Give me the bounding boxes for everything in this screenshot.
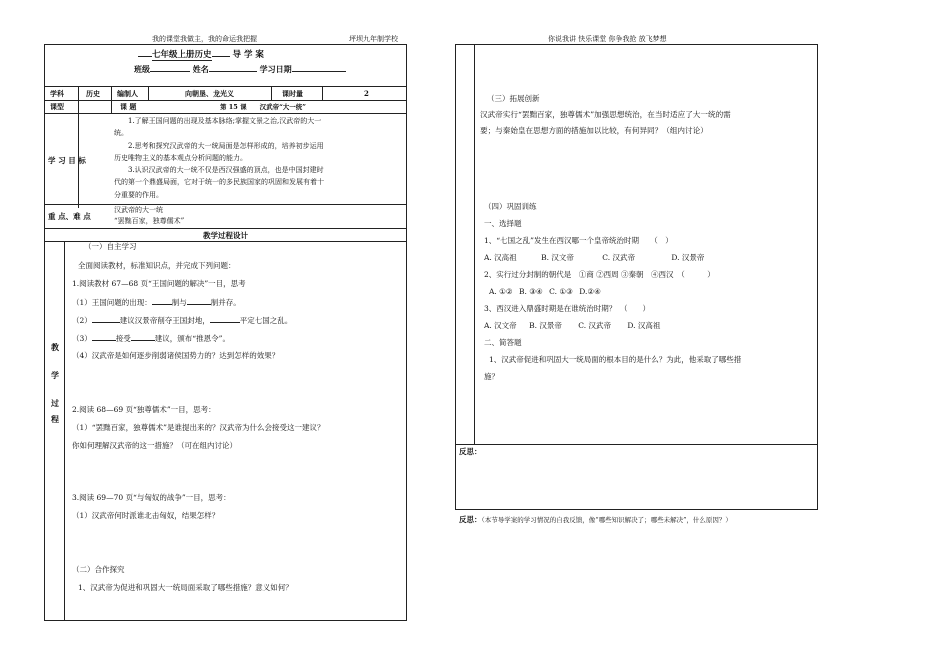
date-label: 学习日期 <box>259 64 292 74</box>
topic-value: 第 15 课 汉武帝“大一统” <box>220 103 307 111</box>
student-info-line <box>134 62 346 75</box>
subject-label: 学科 <box>50 89 64 98</box>
keypoints-label: 重 点、难 点 <box>48 212 91 221</box>
divider <box>148 86 149 100</box>
choice-q1-options <box>484 251 704 264</box>
divider <box>271 86 272 100</box>
doc-kind: 导 学 案 <box>232 50 264 60</box>
divider <box>322 86 323 100</box>
expand-title: （三）拓展创新 <box>487 94 540 103</box>
short-answer-q1: 1、汉武帝促进和巩固大一统局面的根本目的是什么？为此，他采取了哪些措 <box>489 355 742 364</box>
name-field[interactable] <box>209 62 257 72</box>
option[interactable]: C. 汉武帝 <box>578 321 611 330</box>
question-1-3: （3） 接受 建议，颁布“推恩令”。 <box>72 331 230 345</box>
editor-label: 编制人 <box>117 89 138 98</box>
intro-line: 全面阅读教材，标准知识点，并完成下列问题： <box>78 261 236 270</box>
keypoints-text <box>114 205 184 227</box>
question-2: 2.阅读 68—69 页“独尊儒术”一目，思考： <box>72 405 216 414</box>
divider <box>78 86 79 208</box>
choice-q2: 2、实行过分封制的朝代是 ①商 ②西周 ③秦朝 ④西汉 （ ） <box>484 270 715 279</box>
divider <box>44 113 407 114</box>
option[interactable]: A. 汉文帝 <box>484 321 517 330</box>
choice-q3: 3、西汉进入鼎盛时期是在谁统治时期？ （ ） <box>484 304 651 313</box>
choice-q3-options <box>484 319 660 332</box>
type-label: 课型 <box>50 102 64 111</box>
coop-question: 1、汉武帝为促进和巩固大一统局面采取了哪些措施？意义如何？ <box>78 583 293 592</box>
divider <box>44 100 407 101</box>
left-motto: 我的课堂我做主，我的命运我把握 <box>152 35 257 43</box>
question-3-1: （1）汉武帝何时派谁北击匈奴，结果怎样？ <box>72 511 220 520</box>
school-name: 坪坝九年制学校 <box>349 35 398 43</box>
divider <box>44 204 407 205</box>
objectives-label: 学 习 目 标 <box>48 156 86 165</box>
question-1-4: （4）汉武帝是如何逐步削弱诸侯国势力的？达到怎样的效果？ <box>72 351 280 360</box>
name-label: 姓名 <box>192 64 209 74</box>
choice-q2-options <box>489 285 601 298</box>
option[interactable]: D. 汉景帝 <box>671 253 705 262</box>
process-side-char: 学 <box>51 370 59 380</box>
hours-value: 2 <box>364 89 369 98</box>
question-2-1: （1）“罢黜百家，独尊儒术”是谁提出来的？汉武帝为什么会接受这一建议？ <box>72 423 325 432</box>
option[interactable]: C. 汉武帝 <box>602 253 635 262</box>
expand-line-1: 汉武帝实行“罢黜百家，独尊儒术”加强思想统治，在当时适应了大一统的需 <box>480 110 731 119</box>
class-field[interactable] <box>150 62 190 72</box>
option[interactable]: A. ①② <box>489 287 513 296</box>
objective-line: 3.认识汉武帝的大一统不仅是西汉强盛的顶点，也是中国封建时 <box>128 166 324 175</box>
question-2-2: 你如何理解汉武帝的这一措施？（可在组内讨论） <box>72 441 237 450</box>
blank-field[interactable] <box>152 295 172 305</box>
topic-label: 课 题 <box>120 102 137 111</box>
objective-line: 统。 <box>114 129 128 138</box>
date-field[interactable] <box>292 62 346 72</box>
title-line <box>138 47 264 60</box>
choice-q1: 1、“七国之乱”发生在西汉哪一个皇帝统治时期 （ ） <box>484 236 673 245</box>
right-motto: 你说我讲 快乐课堂 你争我抢 放飞梦想 <box>548 35 667 43</box>
blank-field[interactable] <box>210 313 240 323</box>
blank-field[interactable] <box>131 331 155 341</box>
blank-field[interactable] <box>187 295 211 305</box>
option[interactable]: B. 汉景帝 <box>529 321 562 330</box>
practice-title: （四）巩固训练 <box>484 202 537 211</box>
divider <box>455 444 818 445</box>
process-side-char: 过 <box>51 398 59 408</box>
blank-field[interactable] <box>92 313 120 323</box>
objective-line: 2.思考和探究汉武帝的大一统局面是怎样形成的，培养初步运用 <box>128 141 324 150</box>
keypoint-line: 汉武帝的大一统 <box>114 206 163 214</box>
divider <box>64 241 65 621</box>
divider <box>44 228 407 229</box>
option[interactable]: D. 汉高祖 <box>627 321 661 330</box>
process-side-char: 教 <box>51 342 59 352</box>
question-1-1: （1）王国问题的出现： 制与 制并存。 <box>72 295 241 309</box>
editor-value: 向朝垦、龙光义 <box>185 89 234 98</box>
reflection-label: 反思： <box>459 447 482 456</box>
option[interactable]: D.②④ <box>579 287 601 296</box>
reflection-footer <box>459 514 732 525</box>
class-label: 班级 <box>134 64 150 74</box>
divider <box>474 44 475 444</box>
option[interactable]: A. 汉高祖 <box>484 253 517 262</box>
question-1: 1.阅读教材 67—68 页“王国问题的解决”一目，思考 <box>72 279 246 288</box>
option[interactable]: B. ③④ <box>519 287 543 296</box>
process-side-char: 程 <box>51 414 59 424</box>
choice-title: 一、选择题 <box>484 219 522 228</box>
hours-label: 课时量 <box>282 89 303 98</box>
option[interactable]: B. 汉文帝 <box>541 253 574 262</box>
short-answer-q1-cont: 施？ <box>484 372 499 381</box>
objective-line: 代的第一个鼎盛局面，它对于统一的多民族国家的巩固和发展有着十 <box>114 178 324 187</box>
process-heading: 教学过程设计 <box>203 231 248 240</box>
reflection-label: 反思： <box>459 515 482 524</box>
objective-line: 1.了解王国问题的出现及基本脉络;掌握文景之治,汉武帝的大一 <box>128 117 322 125</box>
question-3: 3.阅读 69—70 页“与匈奴的战争”一目，思考： <box>72 493 231 502</box>
expand-line-2: 要；与秦始皇在思想方面的措施加以比较，有何异同？（组内讨论） <box>480 126 708 135</box>
self-study-title: （一）自主学习 <box>84 242 137 251</box>
objective-line: 分重要的作用。 <box>114 190 163 199</box>
course-title: 七年级上册历史 <box>152 50 212 60</box>
blank-field[interactable] <box>92 331 116 341</box>
subject-value: 历史 <box>86 89 100 98</box>
short-answer-title: 二、简答题 <box>484 338 522 347</box>
question-1-2: （2） 建议汉景帝削夺王国封地， 平定七国之乱。 <box>72 313 292 327</box>
objectives-text <box>114 115 402 201</box>
reflection-note: （本节导学案的学习情况的自我反馈，像“哪些知识解决了；哪些未解决”，什么原因？） <box>481 516 732 524</box>
coop-title: （二）合作探究 <box>72 565 125 574</box>
divider <box>44 86 407 87</box>
divider <box>111 86 112 113</box>
option[interactable]: C. ①③ <box>549 287 573 296</box>
keypoint-line: “罢黜百家，独尊儒术” <box>114 217 185 225</box>
objective-line: 历史唯物主义的基本观点分析问题的能力。 <box>114 153 247 162</box>
